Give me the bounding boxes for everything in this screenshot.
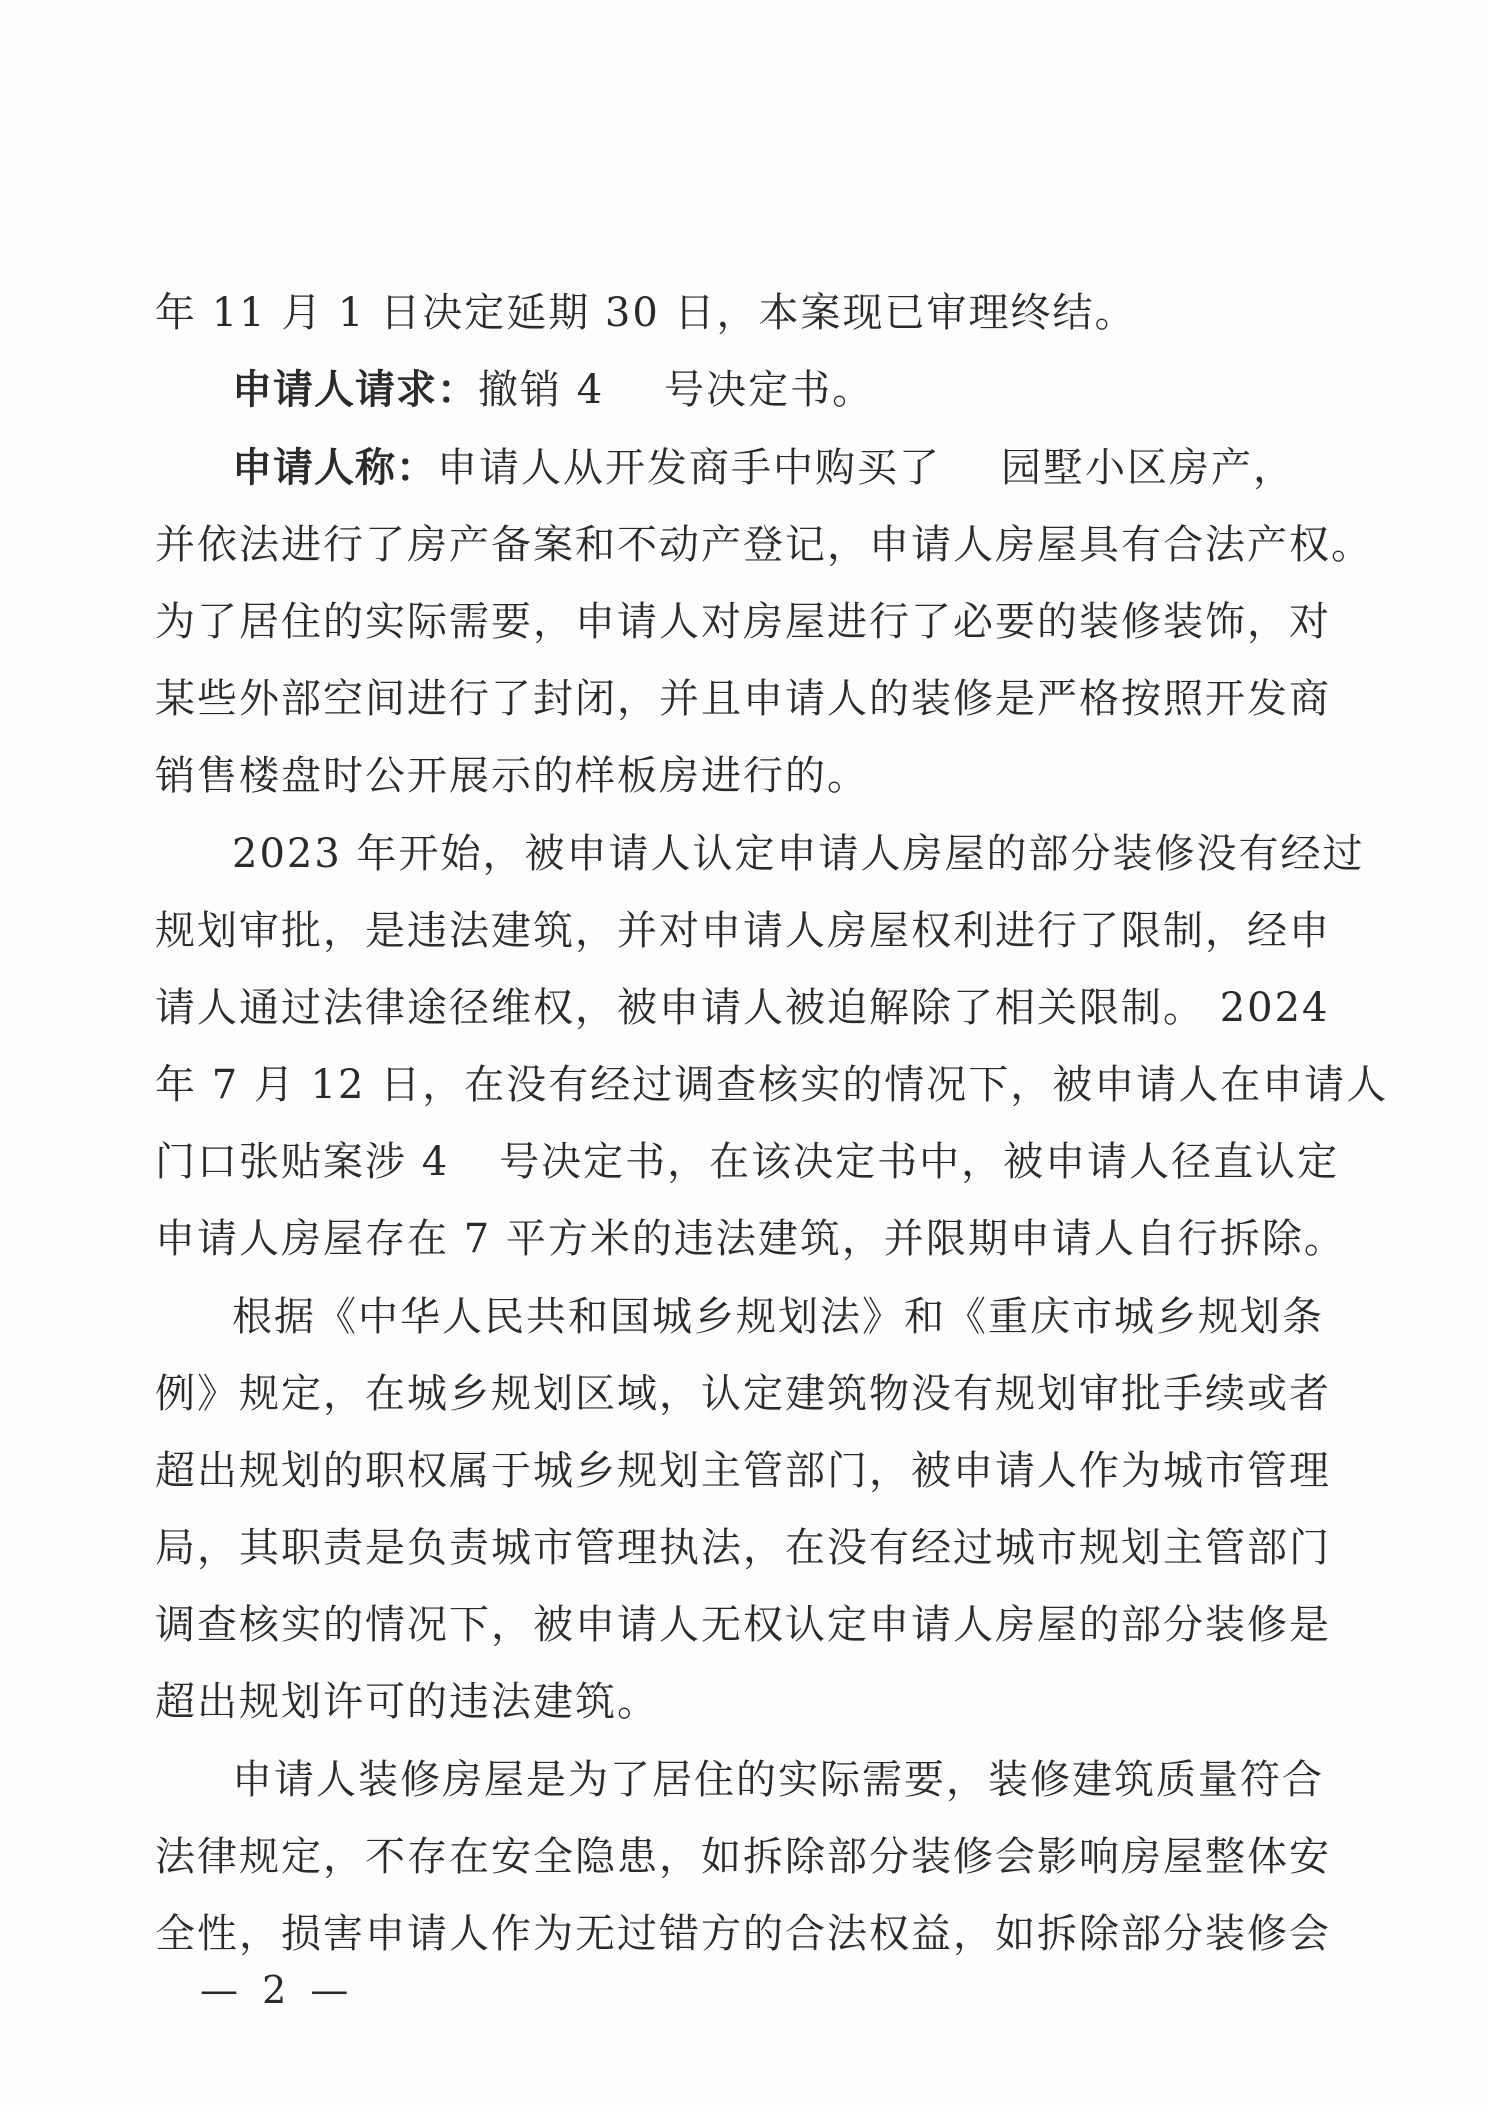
body-line: 根据《中华人民共和国城乡规划法》和《重庆市城乡规划条	[232, 1294, 1324, 1340]
body-line: 法律规定，不存在安全隐患，如拆除部分装修会影响房屋整体安	[155, 1834, 1331, 1880]
body-line: 销售楼盘时公开展示的样板房进行的。	[155, 753, 869, 799]
request-text-after: 号决定书。	[664, 367, 875, 413]
body-line: 申请人房屋存在 7 平方米的违法建筑，并限期申请人自行拆除。	[155, 1216, 1346, 1262]
claim-text-after: 园墅小区房产，	[1001, 445, 1295, 491]
body-line: 超出规划许可的违法建筑。	[155, 1679, 659, 1725]
door-text-before: 门口张贴案涉 4	[155, 1139, 450, 1185]
body-line: 例》规定，在城乡规划区域，认定建筑物没有规划审批手续或者	[155, 1371, 1331, 1417]
body-line: 调查核实的情况下，被申请人无权认定申请人房屋的部分装修是	[155, 1602, 1331, 1648]
request-paragraph	[232, 362, 1295, 418]
body-line: 全性，损害申请人作为无过错方的合法权益，如拆除部分装修会	[155, 1911, 1331, 1957]
body-line: 2023 年开始，被申请人认定申请人房屋的部分装修没有经过	[232, 831, 1365, 877]
body-line: 某些外部空间进行了封闭，并且申请人的装修是严格按照开发商	[155, 676, 1331, 722]
page-number: — 2 —	[200, 1968, 355, 2012]
claim-text-before: 申请人从开发商手中购买了	[437, 445, 941, 491]
body-line: 年 11 月 1 日决定延期 30 日，本案现已审理终结。	[155, 290, 1137, 336]
door-text-after: 号决定书，在该决定书中，被申请人径直认定	[499, 1139, 1340, 1185]
body-line: 并依法进行了房产备案和不动产登记，申请人房屋具有合法产权。	[155, 522, 1373, 568]
body-line: 年 7 月 12 日，在没有经过调查核实的情况下，被申请人在申请人	[155, 1062, 1389, 1108]
door-line	[155, 1134, 1340, 1190]
body-line: 请人通过法律途径维权，被申请人被迫解除了相关限制。 2024	[155, 985, 1330, 1031]
body-line: 申请人装修房屋是为了居住的实际需要，装修建筑质量符合	[232, 1757, 1324, 1803]
claim-label: 申请人称：	[232, 445, 437, 491]
request-text-before: 撤销 4	[478, 367, 605, 413]
claim-paragraph	[232, 440, 1295, 496]
request-label: 申请人请求：	[232, 367, 478, 413]
body-line: 超出规划的职权属于城乡规划主管部门，被申请人作为城市管理	[155, 1448, 1331, 1494]
body-line: 局，其职责是负责城市管理执法，在没有经过城市规划主管部门	[155, 1525, 1331, 1571]
body-line: 规划审批，是违法建筑，并对申请人房屋权利进行了限制，经申	[155, 908, 1331, 954]
body-line: 为了居住的实际需要，申请人对房屋进行了必要的装修装饰，对	[155, 599, 1331, 645]
